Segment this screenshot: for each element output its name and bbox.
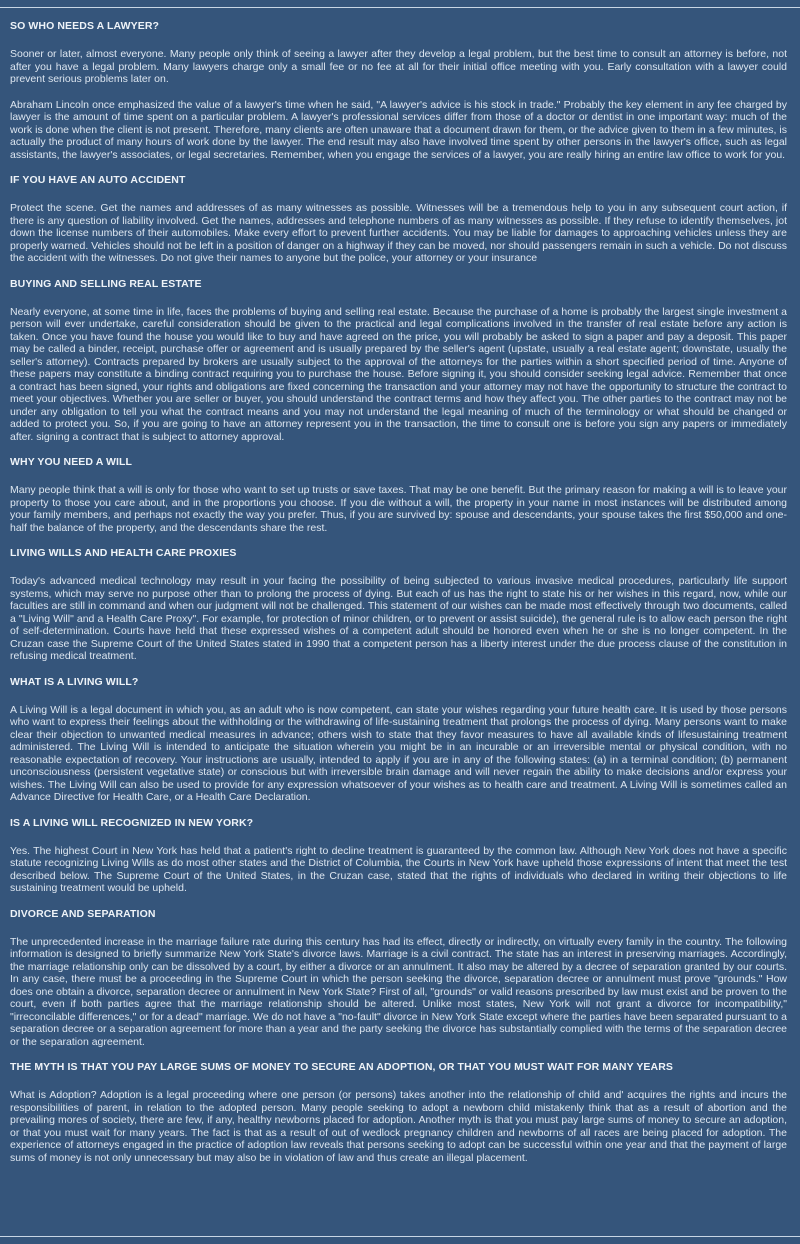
section-heading: WHY YOU NEED A WILL bbox=[10, 456, 133, 468]
section-heading: SO WHO NEEDS A LAWYER? bbox=[10, 20, 160, 32]
section-paragraph: Abraham Lincoln once emphasized the value of a lawyer's time when he said, "A lawyer's advice is his stock in trade." Probably the key element in any fee charged by lawyer is the amount of time spent on a particular problem. A lawyer's professional services differ from those of a doctor or dentist in one important way: much of the work is done when the client is not present. Therefore, many clients are often unaware that a document drawn for them, or the advice given to them in a few minutes, is actually the product of many hours of work done by the lawyer. The end result may also have involved time spent by other persons in the lawyer's office, such as legal assistants, the lawyer's associates, or legal secretaries. Remember, when you engage the services of a lawyer, you are really hiring an entire law office to work for you. bbox=[10, 98, 787, 161]
section-heading: IF YOU HAVE AN AUTO ACCIDENT bbox=[10, 174, 186, 186]
section-divorce bbox=[10, 908, 787, 1049]
section-living-will-new-york bbox=[10, 817, 787, 895]
section-heading: DIVORCE AND SEPARATION bbox=[10, 907, 156, 920]
section-paragraph: Sooner or later, almost everyone. Many people only think of seeing a lawyer after they develop a legal problem, but the best time to consult an attorney is before, not after you have a legal problem. Many lawyers charge only a small fee or no fee at all for their initial office meeting with you. Early consultation with a lawyer could prevent serious problems later on. bbox=[10, 48, 787, 85]
section-heading: WHAT IS A LIVING WILL? bbox=[10, 675, 139, 688]
section-paragraph: A Living Will is a legal document in which you, as an adult who is now competent, can state your wishes regarding your future health care. It is used by those persons who want to express their feelings about the withholding or the withdrawing of life-sustaining treatment that prolongs the process of dying. Many persons want to make clear their objection to unwanted medical measures in advance; others wish to state that they favor measures to have all available kinds of lifesustaining treatment administered. The Living Will is intended to anticipate the situation wherein you might be in an incurable or an irreversible mental or physical condition, with no reasonable expectation of recovery. Your instructions are usually, intended to apply if you are in any of the following states: (a) in a terminal condition; (b) permanent unconsciousness (persistent vegetative state) or conscious but with irreversible brain damage and will never regain the ability to make decisions and/or express your wishes. The Living Will can also be used to provide for any expression whatsoever of your wishes as to health care and treatment. A Living Will is sometimes called an Advance Directive for Health Care, or a Health Care Declaration. bbox=[10, 703, 787, 803]
section-paragraph: What is Adoption? Adoption is a legal proceeding where one person (or persons) takes another into the relationship of child and' acquires the rights and incurs the responsibilities of parent, in relation to the adopted person. Many people seeking to adopt a newborn child mistakenly think that as a result of abortion and the prevailing mores of society, there are few, if any, healthy newborns placed for adoption. Another myth is that you must pay large sums of money to secure an adoption, or that you must wait for many years. The fact is that as a result of out of wedlock pregnancy children and newborns of all races are being placed for adoption. The experience of attorneys engaged in the practice of adoption law reveals that persons seeking to adopt can be successful within one year and that the payment of large sums of money is not only unnecessary but may also be in violation of law and thus create an illegal placement. bbox=[10, 1089, 787, 1164]
section-heading: IS A LIVING WILL RECOGNIZED IN NEW YORK? bbox=[10, 816, 254, 829]
section-paragraph: Yes. The highest Court in New York has held that a patient's right to decline treatment is guaranteed by the common law. Although New York does not have a specific statute recognizing Living Wills as do most other states and the District of Columbia, the Courts in New York have upheld those expressions of intent that meet the test described below. The Supreme Court of the United States, in the Cruzan case, stated that the rights of individuals who declared in writing their objections to life sustaining treatment would be upheld. bbox=[10, 844, 787, 894]
top-divider bbox=[0, 7, 800, 8]
section-heading: BUYING AND SELLING REAL ESTATE bbox=[10, 277, 202, 290]
section-paragraph: Today's advanced medical technology may result in your facing the possibility of being subjected to various invasive medical procedures, particularly life support systems, which may serve no purpose other than to prolong the process of dying. But each of us has the right to state his or her wishes in this regard, now, while our faculties are still in command and when our judgment will not be challenged. This statement of our wishes can be made most effectively through two documents, called a "Living Will" and a Health Care Proxy". For example, for protection of minor children, or to prevent or assist suicide), the general rule is to allow each person the right of self-determination. Courts have held that these expressed wishes of a competent adult should be honored even when he or she is no longer competent. In the Cruzan case the Supreme Court of the United States stated in 1990 that a competent person has a liberty interest under the due process clause of the constitution in refusing medical treatment. bbox=[10, 575, 787, 662]
section-what-is-living-will bbox=[10, 676, 787, 804]
section-who-needs-lawyer bbox=[10, 20, 787, 161]
section-paragraph: Many people think that a will is only for those who want to set up trusts or save taxes. That may be one benefit. But the primary reason for making a will is to leave your property to those you care about, and in the proportions you choose. If you die without a will, the property in your name in most instances will be distributed among your family members, and perhaps not exactly the way you prefer. Thus, if you are survived by: spouse and descendants, your spouse takes the first $50,000 and one-half the balance of the property, and the descendants share the rest. bbox=[10, 484, 787, 534]
section-paragraph: Nearly everyone, at some time in life, faces the problems of buying and selling real estate. Because the purchase of a home is probably the largest single investment a person will ever undertake, careful consideration should be given to the practical and legal complications involved in the transfer of real estate before any action is taken. Once you have found the house you would like to buy and have agreed on the price, you will probably be asked to sign a paper and pay a deposit. This paper may be called a binder, receipt, purchase offer or agreement and is usually prepared by the seller's agent (upstate, usually a real estate agent; downstate, usually the seller's attorney). Contracts prepared by brokers are usually subject to the approval of the attorneys for the parties within a short specified period of time. Anyone of these papers may constitute a binding contract requiring you to purchase the house. Before signing it, you should consider seeking legal advice. Remember that once a contract has been signed, your rights and obligations are fixed concerning the transaction and your attorney may not have the opportunity to structure the contract to meet your objectives. Whether you are seller or buyer, you should understand the contract terms and how they affect you. The other parties to the contract may not be under any obligation to tell you what the contract means and you may not understand the legal meaning of much of the terminology or what should be changed or added to protect you. So, if you are going to have an attorney represent you in the transaction, the time to consult one is before you sign any papers or immediately after. signing a contract that is subject to attorney approval. bbox=[10, 305, 787, 443]
section-real-estate bbox=[10, 278, 787, 444]
section-why-will bbox=[10, 456, 787, 534]
bottom-divider bbox=[0, 1236, 800, 1237]
section-paragraph: The unprecedented increase in the marriage failure rate during this century has had its effect, directly or indirectly, on virtually every family in the country. The following information is designed to briefly summarize New York State's divorce laws. Marriage is a civil contract. The state has an interest in preserving marriages. Accordingly, the marriage relationship only can be dissolved by a court, by either a divorce or an annulment. It also may be altered by a decree of separation granted by our courts. In any case, there must be a proceeding in the Supreme Court in which the person seeking the divorce, separation decree or annulment must prove "grounds." How does one obtain a divorce, separation decree or annulment in New York State? First of all, "grounds" or valid reasons prescribed by law must exist and be proven to the court, even if both parties agree that the marriage relationship should be altered. Unlike most states, New York will not grant a divorce for incompatibility," "irreconcilable differences," or for a dead" marriage. We do not have a "no-fault" divorce in New York State except where the parties have been separated pursuant to a separation decree or a separation agreement for more than a year and the party seeking the divorce has substantially complied with the terms of the separation decree or the separation agreement. bbox=[10, 935, 787, 1048]
section-paragraph: Protect the scene. Get the names and addresses of as many witnesses as possible. Witnesses will be a tremendous help to you in any subsequent court action, if there is any question of liability involved. Get the names, addresses and telephone numbers of as many witnesses as possible. If they refuse to identify themselves, jot down the license numbers of their automobiles. Make every effort to prevent further accidents. You may be liable for damages to approaching vehicles unless they are properly warned. Vehicles should not be left in a position of danger on a highway if they can be moved, nor should passengers remain in such a vehicle. Do not discuss the accident with the witnesses. Do not give their names to anyone but the police, your attorney or your insurance bbox=[10, 202, 787, 264]
article-body bbox=[10, 20, 787, 1177]
section-heading: THE MYTH IS THAT YOU PAY LARGE SUMS OF MONEY TO SECURE AN ADOPTION, OR THAT YOU MUST WAIT FOR MANY YEARS bbox=[10, 1061, 674, 1073]
section-auto-accident bbox=[10, 174, 787, 265]
section-heading: LIVING WILLS AND HEALTH CARE PROXIES bbox=[10, 547, 237, 559]
section-adoption bbox=[10, 1061, 787, 1164]
section-living-wills-proxies bbox=[10, 547, 787, 663]
